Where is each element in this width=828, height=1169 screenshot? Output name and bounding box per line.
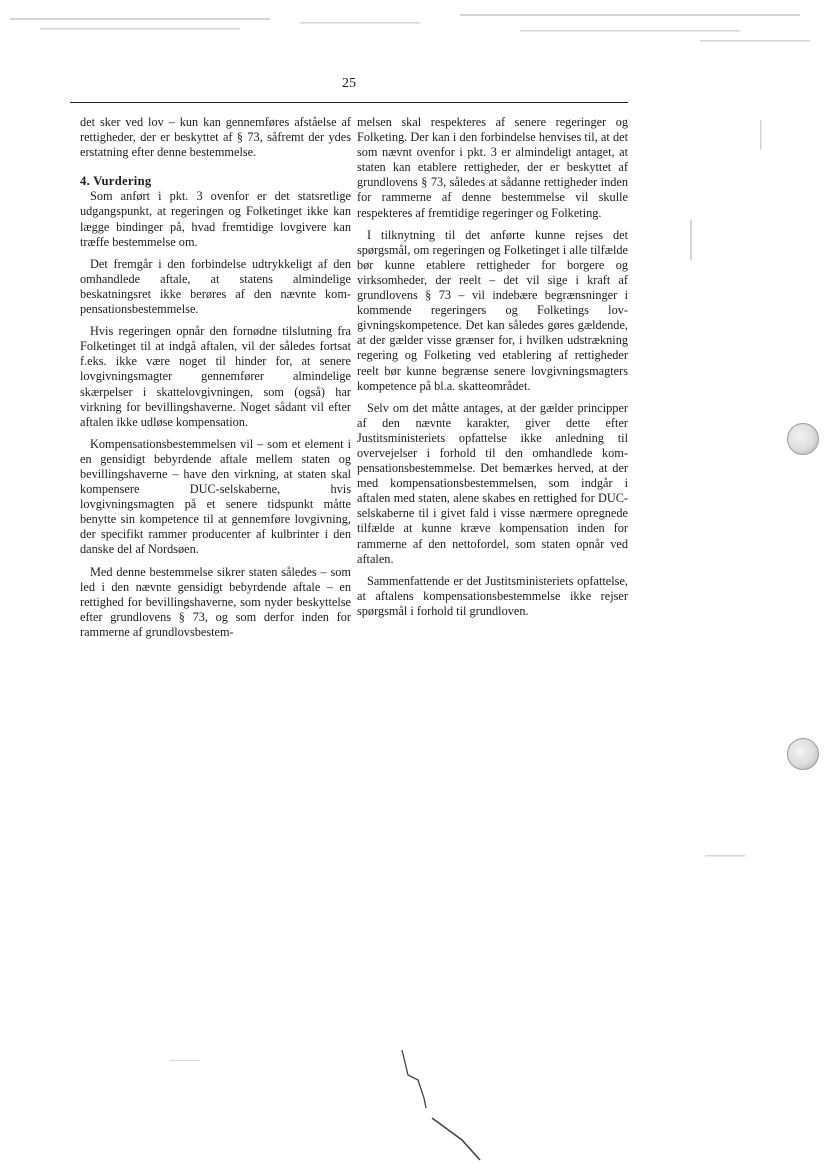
body-paragraph: Det fremgår i den forbindelse udtrykkeligt af den omhandlede aftale, at statens almindelige beskatningsret ikke berøres af den nævnte kompensationsbestemmelse. <box>80 256 351 317</box>
body-paragraph: det sker ved lov – kun kan gennemføres afståelse af rettigheder, der er beskyttet af § 73, såfremt der ydes erstatning efter denne bestemmelse. <box>80 115 351 160</box>
page-number: 25 <box>342 76 356 91</box>
body-paragraph: Kompensationsbestemmelsen vil – som et element i en gensidigt bebyrdende aftale mellem staten og bevillingshaverne – have den virkning, at staten skal kompensere DUC-selskaberne, hvis lovgivningsmagten på et senere tidspunkt måtte benytte sin kompetence til at gennemføre lovgivning, der specifikt rammer producenter af kulbrinter i den danske del af Nordsøen. <box>80 436 351 557</box>
punch-hole <box>787 423 819 455</box>
body-paragraph: I tilknytning til det anførte kunne rejses det spørgsmål, om regeringen og Folketinget i alle tilfælde bør kunne etablere rettigheder for borgere og virksomheder, der reelt – det vil sige i kraft af grundlovens § 73 – vil indebære begrænsninger i kommende regeringers og Folketings lovgivningskompetence. Det kan således gøres gældende, at der gælder visse grænser for, i hvilken udstrækning regering og Folketing ved etablering af rettigheder reelt bør kunne begrænse senere lovgivningsmagters kompetence på bl.a. skatteområdet. <box>357 227 628 393</box>
header-rule <box>70 102 628 103</box>
section-heading: 4. Vurdering <box>80 174 152 189</box>
body-paragraph: Hvis regeringen opnår den fornødne tilslutning fra Folketinget til at indgå aftalen, vil der således fortsat f.eks. ikke være noget til hinder for, at senere lovgivningsmagter gennemfører almindelige skærpelser i skattelovgivningen, som (også) har virkning for bevillingshaverne. Noget sådant vil efter aftalen ikke udløse kompensation. <box>80 324 351 429</box>
body-paragraph: melsen skal respekteres af senere regeringer og Folketing. Der kan i den forbindelse henvises til, at det som nævnt ovenfor i pkt. 3 er almindeligt antaget, at staten kan etablere rettigheder, der er beskyttet af grundlovens § 73, således at sådanne rettigheder inden for rammerne af denne bestemmelse vil skulle respekteres af fremtidige regeringer og Folketing. <box>357 115 628 220</box>
body-paragraph: Selv om det måtte antages, at der gælder principper af den nævnte karakter, giver dette efter Justitsministeriets opfattelse ikke anledning til overvejelser i forhold til den omhandlede kompensationsbestemmelse. Det bemærkes herved, at der med kompensationsbestemmelsen, som indgår i aftalen med staten, alene skabes en rettighed for DUC-selskaberne til i givet fald i visse nærmere opregnede tilfælde at kunne kræve kompensation inden for rammerne af den nettofordel, som staten opnår ved aftalen. <box>357 400 628 566</box>
right-column <box>357 115 628 626</box>
left-column <box>80 115 351 647</box>
body-paragraph: Med denne bestemmelse sikrer staten således – som led i den nævnte gensidigt bebyrdende aftale – en rettighed for bevillingshaverne, som nyder beskyttelse efter grundlovens § 73, og som derfor inden for rammerne af grundlovsbestem- <box>80 564 351 639</box>
punch-hole <box>787 738 819 770</box>
body-paragraph: Sammenfattende er det Justitsministeriets opfattelse, at aftalens kompensationsbestemmelse ikke rejser spørgsmål i forhold til grundloven. <box>357 573 628 618</box>
body-paragraph: Som anført i pkt. 3 ovenfor er det statsretlige udgangspunkt, at regeringen og Folketinget ikke kan lægge bindinger på, hvad fremtidige lovgivere kan træffe bestemmelse om. <box>80 189 351 249</box>
